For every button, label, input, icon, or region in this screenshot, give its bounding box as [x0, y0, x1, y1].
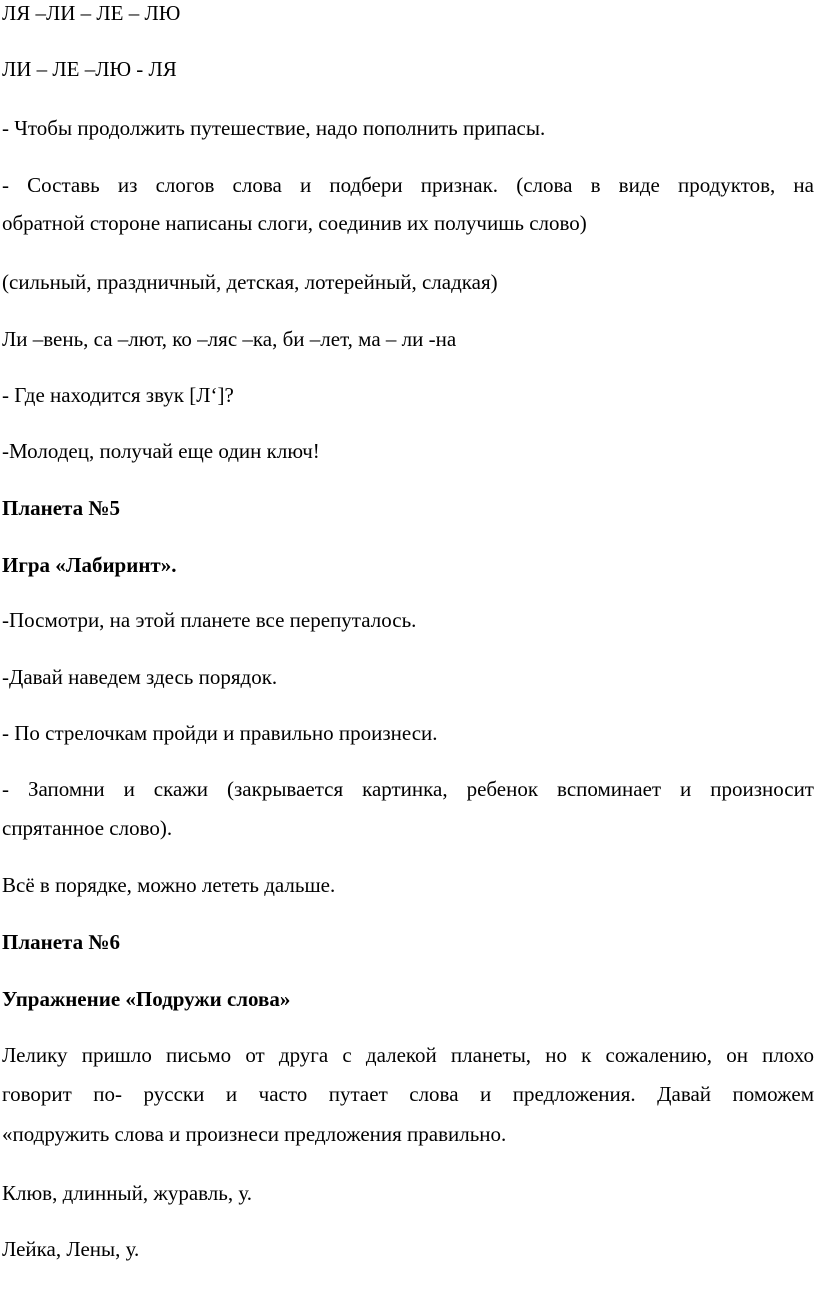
heading-befriend-words: Упражнение «Подружи слова» — [2, 987, 291, 1011]
paragraph-syllables: Ли –вень, са –лют, ко –ляс –ка, би –лет, ма – ли -на — [2, 327, 457, 351]
paragraph-remember-line-1: - Запомни и скажи (закрывается картинка, ребенок вспоминает и произносит — [2, 777, 814, 801]
paragraph-letter-line-2: говорит по- русски и часто путает слова и предложения. Давай поможем — [2, 1082, 814, 1106]
paragraph-order: -Давай наведем здесь порядок. — [2, 665, 278, 689]
paragraph-remember-line-2: спрятанное слово). — [2, 816, 173, 840]
paragraph-key-reward: -Молодец, получай еще один ключ! — [2, 439, 320, 463]
paragraph-supplies: - Чтобы продолжить путешествие, надо пополнить припасы. — [2, 116, 546, 140]
paragraph-compose-words-line-1: - Составь из слогов слова и подбери признак. (слова в виде продуктов, на — [2, 173, 814, 197]
sentence-crane: Клюв, длинный, журавль, у. — [2, 1181, 252, 1205]
paragraph-letter-line-1: Лелику пришло письмо от друга с далекой планеты, но к сожалению, он плохо — [2, 1043, 814, 1067]
syllable-row-1: ЛЯ –ЛИ – ЛЕ – ЛЮ — [2, 1, 181, 25]
paragraph-all-good: Всё в порядке, можно лететь дальше. — [2, 873, 336, 897]
paragraph-attributes: (сильный, праздничный, детская, лотерейный, сладкая) — [2, 270, 498, 294]
sentence-watering-can: Лейка, Лены, у. — [2, 1237, 140, 1261]
paragraph-mixed-up: -Посмотри, на этой планете все перепуталось. — [2, 608, 417, 632]
heading-labyrinth-game: Игра «Лабиринт». — [2, 553, 177, 577]
paragraph-sound-question: - Где находится звук [Л‘]? — [2, 383, 234, 407]
paragraph-arrows: - По стрелочкам пройди и правильно произнеси. — [2, 721, 438, 745]
syllable-row-2: ЛИ – ЛЕ –ЛЮ - ЛЯ — [2, 57, 177, 81]
paragraph-compose-words-line-2: обратной стороне написаны слоги, соединив их получишь слово) — [2, 211, 587, 235]
heading-planet-6: Планета №6 — [2, 930, 120, 954]
paragraph-letter-line-3: «подружить слова и произнеси предложения правильно. — [2, 1122, 507, 1146]
heading-planet-5: Планета №5 — [2, 496, 120, 520]
